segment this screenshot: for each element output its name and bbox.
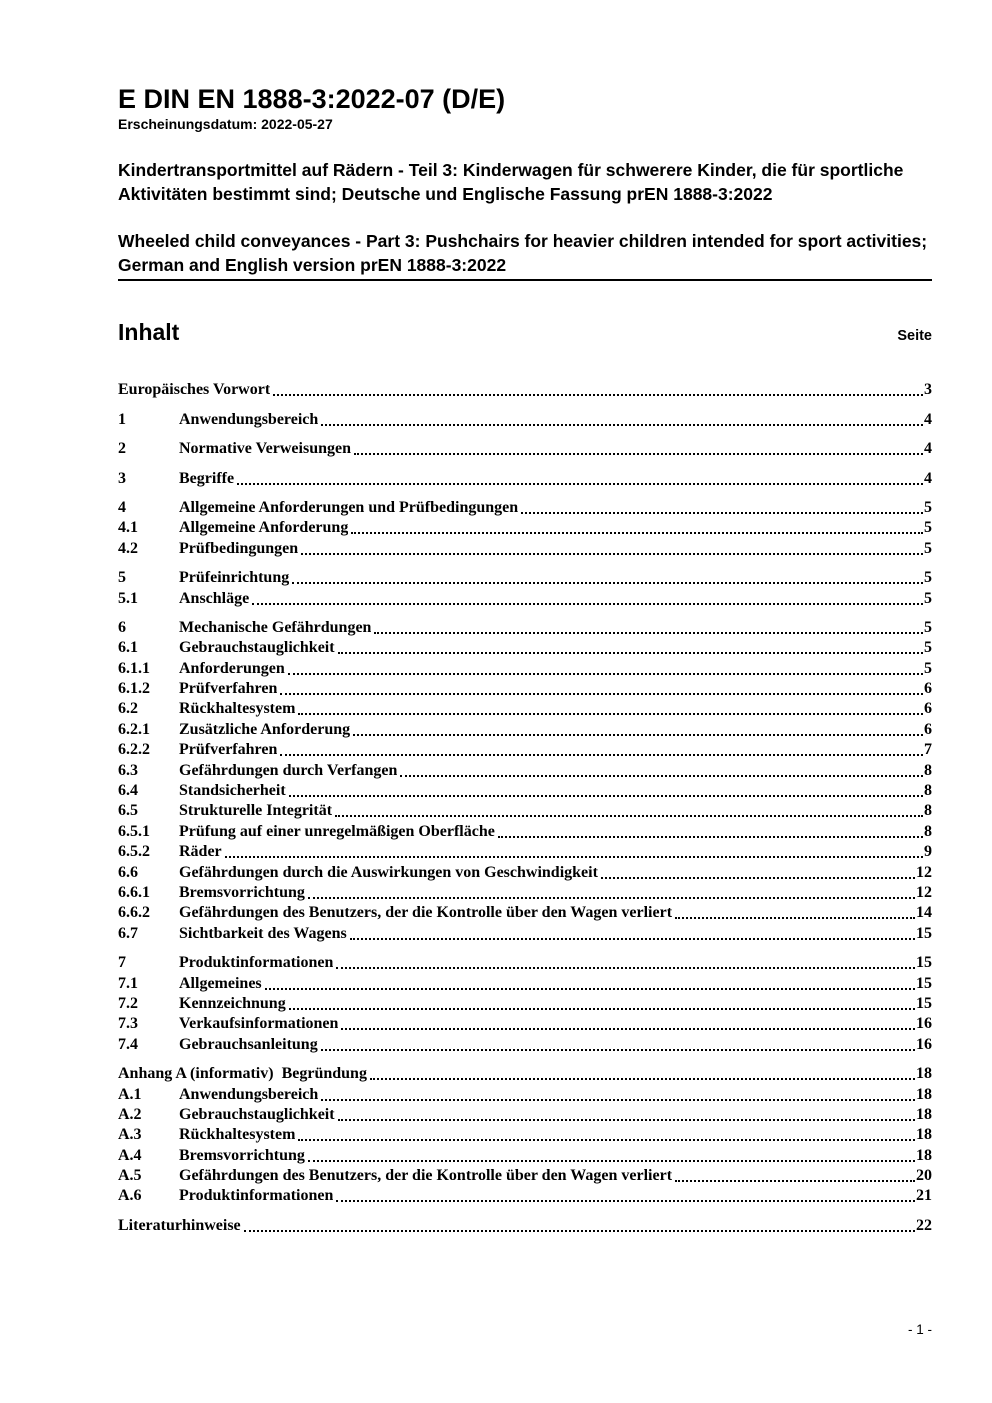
toc-group xyxy=(118,1214,932,1234)
toc-entry-number: 6.1 xyxy=(118,639,138,657)
toc-entry-number: 6.6.1 xyxy=(118,883,150,901)
toc-page-column-label: Seite xyxy=(897,328,932,344)
toc-entry xyxy=(118,497,932,517)
toc-leader-dots xyxy=(335,815,923,817)
publish-date: Erscheinungsdatum: 2022-05-27 xyxy=(118,116,333,132)
toc-entry-page: 15 xyxy=(916,954,932,972)
toc-entry-number: 6.4 xyxy=(118,782,138,800)
toc-entry-title: Prüfbedingungen xyxy=(179,539,299,557)
toc-entry-title: Prüfung auf einer unregelmäßigen Oberfläche xyxy=(179,822,495,840)
toc-leader-dots xyxy=(341,1028,915,1030)
toc-entry xyxy=(118,1144,932,1164)
toc-entry-title: Gefährdungen des Benutzers, der die Kontrolle über den Wagen verliert xyxy=(179,1167,673,1185)
toc-leader-dots xyxy=(225,856,923,858)
toc-entry-number: 5 xyxy=(118,569,126,587)
toc-entry-page: 8 xyxy=(924,782,932,800)
toc-entry xyxy=(118,1165,932,1185)
toc-group xyxy=(118,617,932,943)
toc-entry-page: 8 xyxy=(924,802,932,820)
toc-entry-title: Anschläge xyxy=(179,589,250,607)
toc-entry-page: 20 xyxy=(916,1167,932,1185)
toc-entry-page: 21 xyxy=(916,1187,932,1205)
toc-leader-dots xyxy=(354,453,923,455)
toc-entry-title: Bremsvorrichtung xyxy=(179,1146,305,1164)
toc-leader-dots xyxy=(498,836,923,838)
toc-entry-number: A.5 xyxy=(118,1167,142,1185)
toc-group xyxy=(118,952,932,1054)
toc-entry-title: Gebrauchstauglichkeit xyxy=(179,639,335,657)
toc-group xyxy=(118,379,932,399)
toc-entry-page: 5 xyxy=(924,519,932,537)
document-number-title: E DIN EN 1888-3:2022-07 (D/E) xyxy=(118,84,506,114)
toc-entry-page: 16 xyxy=(916,1035,932,1053)
toc-entry xyxy=(118,759,932,779)
toc-leader-dots xyxy=(273,394,923,396)
toc-entry-number: A.2 xyxy=(118,1105,142,1123)
toc-entry-number: 7.1 xyxy=(118,974,138,992)
toc-entry-title: Mechanische Gefährdungen xyxy=(179,618,372,636)
toc-entry-page: 8 xyxy=(924,822,932,840)
toc-entry-number: 6.2.1 xyxy=(118,720,150,738)
toc-leader-dots xyxy=(308,1160,915,1162)
toc-entry-title: Anforderungen xyxy=(179,659,285,677)
toc-entry-page: 18 xyxy=(916,1105,932,1123)
toc-entry xyxy=(118,379,932,399)
toc-entry-number: 7.2 xyxy=(118,994,138,1012)
toc-entry-number: 6.1.2 xyxy=(118,680,150,698)
toc-entry-page: 8 xyxy=(924,761,932,779)
toc-entry xyxy=(118,567,932,587)
toc-entry-number: 6.6 xyxy=(118,863,138,881)
toc-entry-number: 3 xyxy=(118,469,126,487)
toc-entry xyxy=(118,820,932,840)
toc-entry-title: Allgemeine Anforderung xyxy=(179,519,349,537)
toc-leader-dots xyxy=(237,483,923,485)
toc-entry-title: Sichtbarkeit des Wagens xyxy=(179,924,347,942)
toc-entry-number: 4.2 xyxy=(118,539,138,557)
toc-entry-title: Kennzeichnung xyxy=(179,994,286,1012)
toc-group xyxy=(118,467,932,487)
toc-leader-dots xyxy=(289,1008,915,1010)
toc-entry xyxy=(118,617,932,637)
toc-entry-page: 5 xyxy=(924,639,932,657)
toc-leader-dots xyxy=(374,632,923,634)
toc-entry-title: Räder xyxy=(179,843,222,861)
toc-entry-title: Prüfverfahren xyxy=(179,680,278,698)
toc-entry-title: Gefährdungen durch Verfangen xyxy=(179,761,398,779)
toc-entry xyxy=(118,1013,932,1033)
toc-entry-title: Gebrauchsanleitung xyxy=(179,1035,318,1053)
toc-leader-dots xyxy=(252,603,923,605)
toc-leader-dots xyxy=(288,673,923,675)
toc-entry-title: Prüfverfahren xyxy=(179,741,278,759)
toc-entry xyxy=(118,587,932,607)
toc-entry-title: Literaturhinweise xyxy=(118,1216,241,1234)
toc-entry xyxy=(118,1185,932,1205)
toc-group xyxy=(118,408,932,428)
toc-entry-page: 9 xyxy=(924,843,932,861)
toc-entry-page: 5 xyxy=(924,539,932,557)
toc-leader-dots xyxy=(244,1230,915,1232)
toc-entry xyxy=(118,678,932,698)
toc-leader-dots xyxy=(280,754,923,756)
toc-leader-dots xyxy=(289,795,923,797)
toc-entry xyxy=(118,780,932,800)
toc-group xyxy=(118,567,932,608)
toc-entry-title: Rückhaltesystem xyxy=(179,1126,296,1144)
toc-entry-title: Gefährdungen durch die Auswirkungen von Geschwindigkeit xyxy=(179,863,598,881)
toc-leader-dots xyxy=(675,917,915,919)
toc-entry-page: 5 xyxy=(924,659,932,677)
toc-entry-page: 6 xyxy=(924,680,932,698)
toc-entry-title: Standsicherheit xyxy=(179,782,286,800)
toc-leader-dots xyxy=(675,1180,915,1182)
toc-entry xyxy=(118,739,932,759)
header-divider-rule xyxy=(118,279,932,281)
toc-leader-dots xyxy=(370,1078,915,1080)
toc-entry-number: 6.2 xyxy=(118,700,138,718)
toc-leader-dots xyxy=(601,877,915,879)
toc-entry xyxy=(118,408,932,428)
toc-leader-dots xyxy=(400,775,923,777)
toc-entry-title: Prüfeinrichtung xyxy=(179,569,290,587)
toc-entry xyxy=(118,517,932,537)
page-number: - 1 - xyxy=(907,1322,932,1337)
toc-entry-number: A.4 xyxy=(118,1146,142,1164)
toc-leader-dots xyxy=(521,512,923,514)
toc-entry-page: 18 xyxy=(916,1065,932,1083)
toc-entry-number: 6 xyxy=(118,618,126,636)
toc-entry-title: Gebrauchstauglichkeit xyxy=(179,1105,335,1123)
document-title-english: Wheeled child conveyances - Part 3: Pushchairs for heavier children intended for sport activities; German and English version prEN 1888-3:2022 xyxy=(118,231,928,275)
toc-entry-number: 6.5.2 xyxy=(118,843,150,861)
toc-entry-title: Zusätzliche Anforderung xyxy=(179,720,351,738)
toc-entry xyxy=(118,1214,932,1234)
toc-entry xyxy=(118,861,932,881)
toc-entry-page: 22 xyxy=(916,1216,932,1234)
toc-entry-number: 2 xyxy=(118,440,126,458)
toc-entry-number: 6.5 xyxy=(118,802,138,820)
toc-leader-dots xyxy=(321,1099,915,1101)
document-title-german: Kindertransportmittel auf Rädern - Teil 3: Kinderwagen für schwerere Kinder, die für sportliche Aktivitäten bestimmt sind; Deutsche und Englische Fassung prEN 1888-3:2022 xyxy=(118,160,904,204)
toc-entry-title: Normative Verweisungen xyxy=(179,440,351,458)
toc-heading: Inhalt xyxy=(118,319,180,345)
toc-entry-number: A.3 xyxy=(118,1126,142,1144)
toc-entry xyxy=(118,841,932,861)
toc-entry-page: 5 xyxy=(924,498,932,516)
toc-entry xyxy=(118,972,932,992)
toc-entry xyxy=(118,800,932,820)
toc-entry-page: 14 xyxy=(916,904,932,922)
toc-entry-number: 4 xyxy=(118,498,126,516)
toc-entry-page: 15 xyxy=(916,994,932,1012)
toc-leader-dots xyxy=(350,938,915,940)
toc-entry-title: Anhang A (informativ) Begründung xyxy=(118,1065,367,1083)
toc-entry-number: A.1 xyxy=(118,1085,142,1103)
toc-entry xyxy=(118,1104,932,1124)
toc-entry-number: 7.4 xyxy=(118,1035,138,1053)
toc-entry xyxy=(118,1063,932,1083)
toc-leader-dots xyxy=(265,988,915,990)
page-content xyxy=(118,0,932,1235)
toc-entry-number: 6.5.1 xyxy=(118,822,150,840)
toc-leader-dots xyxy=(280,693,923,695)
toc-leader-dots xyxy=(336,967,915,969)
toc-entry-number: 6.3 xyxy=(118,761,138,779)
toc-entry-page: 16 xyxy=(916,1015,932,1033)
toc-entry-title: Begriffe xyxy=(179,469,235,487)
toc-leader-dots xyxy=(338,652,923,654)
toc-entry xyxy=(118,718,932,738)
toc-leader-dots xyxy=(292,582,923,584)
toc-entry xyxy=(118,657,932,677)
toc-entry-page: 4 xyxy=(924,410,932,428)
toc-entry-title: Rückhaltesystem xyxy=(179,700,296,718)
toc-entry-title: Europäisches Vorwort xyxy=(118,381,271,399)
toc-entry-page: 6 xyxy=(924,720,932,738)
toc-entry-page: 6 xyxy=(924,700,932,718)
toc-leader-dots xyxy=(321,424,923,426)
toc-entry-title: Strukturelle Integrität xyxy=(179,802,333,820)
toc-leader-dots xyxy=(308,897,915,899)
toc-leader-dots xyxy=(298,713,923,715)
toc-entry-page: 12 xyxy=(916,863,932,881)
toc-entry xyxy=(118,637,932,657)
toc-entry xyxy=(118,902,932,922)
toc-entry-page: 18 xyxy=(916,1146,932,1164)
toc-entry xyxy=(118,698,932,718)
toc-entry-page: 4 xyxy=(924,440,932,458)
toc-entry-title: Verkaufsinformationen xyxy=(179,1015,339,1033)
toc-entry xyxy=(118,1083,932,1103)
toc-entry-page: 18 xyxy=(916,1126,932,1144)
toc-entry-title: Allgemeines xyxy=(179,974,262,992)
toc-entry xyxy=(118,993,932,1013)
toc-entry xyxy=(118,438,932,458)
toc-entry-page: 3 xyxy=(924,381,932,399)
toc-entry xyxy=(118,1124,932,1144)
toc-entry xyxy=(118,467,932,487)
toc-group xyxy=(118,497,932,558)
toc-leader-dots xyxy=(351,532,923,534)
toc-entry-number: 6.2.2 xyxy=(118,741,150,759)
toc-entry-page: 5 xyxy=(924,589,932,607)
toc-leader-dots xyxy=(301,553,923,555)
toc-entry-number: 4.1 xyxy=(118,519,138,537)
toc-entry xyxy=(118,537,932,557)
toc-entry xyxy=(118,1033,932,1053)
toc-entry-number: 1 xyxy=(118,410,126,428)
toc-entry-number: 5.1 xyxy=(118,589,138,607)
toc-entry-page: 5 xyxy=(924,618,932,636)
toc-leader-dots xyxy=(298,1139,915,1141)
toc-entry-number: 6.1.1 xyxy=(118,659,150,677)
toc-entry-number: 6.7 xyxy=(118,924,138,942)
toc-entry-title: Gefährdungen des Benutzers, der die Kontrolle über den Wagen verliert xyxy=(179,904,673,922)
toc-entry-page: 4 xyxy=(924,469,932,487)
toc-entry xyxy=(118,952,932,972)
toc-entry-page: 18 xyxy=(916,1085,932,1103)
toc-entry-number: 7 xyxy=(118,954,126,972)
toc-entry-number: 7.3 xyxy=(118,1015,138,1033)
toc-entry xyxy=(118,882,932,902)
toc-list xyxy=(118,379,932,1235)
toc-leader-dots xyxy=(338,1119,915,1121)
toc-entry-title: Bremsvorrichtung xyxy=(179,883,305,901)
toc-group xyxy=(118,438,932,458)
toc-entry-page: 5 xyxy=(924,569,932,587)
toc-entry-title: Produktinformationen xyxy=(179,1187,334,1205)
toc-header xyxy=(118,319,932,346)
toc-leader-dots xyxy=(321,1049,915,1051)
toc-entry-title: Produktinformationen xyxy=(179,954,334,972)
toc-entry xyxy=(118,922,932,942)
toc-leader-dots xyxy=(353,734,923,736)
toc-entry-number: A.6 xyxy=(118,1187,142,1205)
toc-entry-page: 15 xyxy=(916,924,932,942)
toc-entry-page: 12 xyxy=(916,883,932,901)
toc-entry-title: Allgemeine Anforderungen und Prüfbedingungen xyxy=(179,498,519,516)
toc-entry-title: Anwendungsbereich xyxy=(179,410,319,428)
toc-leader-dots xyxy=(336,1200,915,1202)
toc-group xyxy=(118,1063,932,1206)
toc-entry-title: Anwendungsbereich xyxy=(179,1085,319,1103)
toc-entry-page: 15 xyxy=(916,974,932,992)
toc-entry-number: 6.6.2 xyxy=(118,904,150,922)
toc-entry-page: 7 xyxy=(924,741,932,759)
